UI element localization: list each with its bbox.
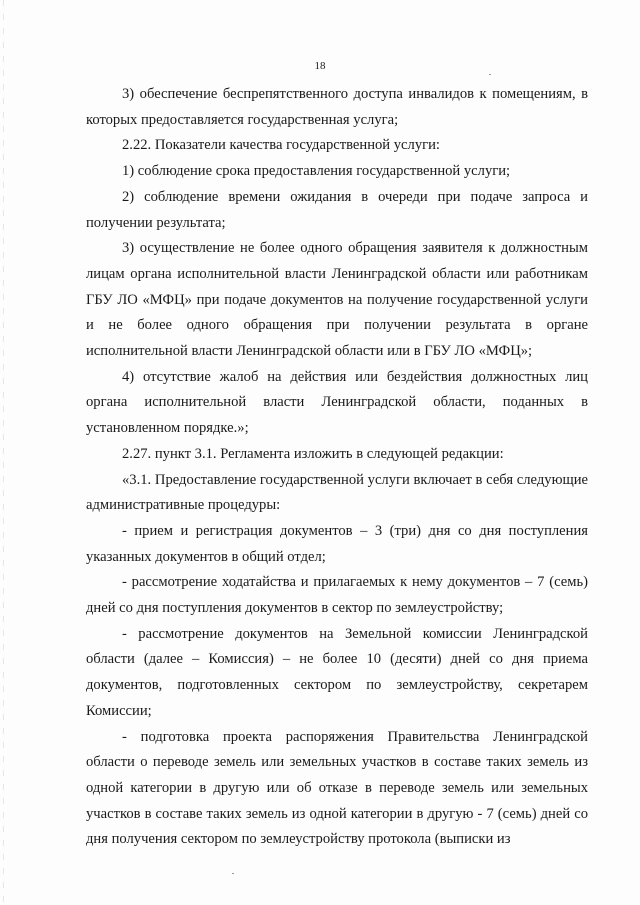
- paragraph: 2) соблюдение времени ожидания в очереди при подаче запроса и получении результата;: [86, 188, 588, 231]
- scan-speck: [489, 74, 491, 75]
- scan-speck: [232, 873, 234, 874]
- paragraph: - рассмотрение ходатайства и прилагаемых к нему документов – 7 (семь) дней со дня поступления документов в сектор по землеустройству;: [86, 574, 588, 617]
- paragraph: 3) обеспечение беспрепятственного доступа инвалидов к помещениям, в которых предоставляется государственная услуга;: [86, 86, 588, 128]
- page-number: 18: [314, 60, 326, 72]
- paragraph: 1) соблюдение срока предоставления государственной услуги;: [122, 163, 511, 180]
- paragraph: - подготовка проекта распоряжения Правительства Ленинградской области о переводе земель или земельных участков в составе таких земель из одной категории в другую или об отказе в переводе земель или земельных участков в составе таких земель из одной категории в другую - 7 (семь) дней со дня получения сектором по землеустройству протокола (выписки из: [86, 728, 588, 848]
- paragraph: «3.1. Предоставление государственной услуги включает в себя следующие административные процедуры:: [86, 471, 588, 514]
- paragraph: 2.27. пункт 3.1. Регламента изложить в следующей редакции:: [122, 445, 504, 462]
- paragraph: 4) отсутствие жалоб на действия или бездействия должностных лиц органа исполнительной власти Ленинградской области, поданных в установленном порядке.»;: [86, 368, 588, 437]
- paragraph: 3) осуществление не более одного обращения заявителя к должностным лицам органа исполнительной власти Ленинградской области или работникам ГБУ ЛО «МФЦ» при подаче документов на получение государственной услуги и не более одного обращения при получении результата в органе исполнительной власти Ленинградской области или в ГБУ ЛО «МФЦ»;: [86, 240, 588, 360]
- paragraph: 2.22. Показатели качества государственной услуги:: [122, 137, 440, 154]
- paragraph: - прием и регистрация документов – 3 (три) дня со дня поступления указанных документов в общий отдел;: [86, 522, 588, 565]
- paragraph: - рассмотрение документов на Земельной комиссии Ленинградской области (далее – Комиссия) – не более 10 (десяти) дней со дня приема документов, подготовленных сектором по землеустройству, секретарем Комиссии;: [86, 625, 588, 719]
- document-body: [86, 82, 588, 853]
- scan-edge-artifact: [3, 0, 4, 905]
